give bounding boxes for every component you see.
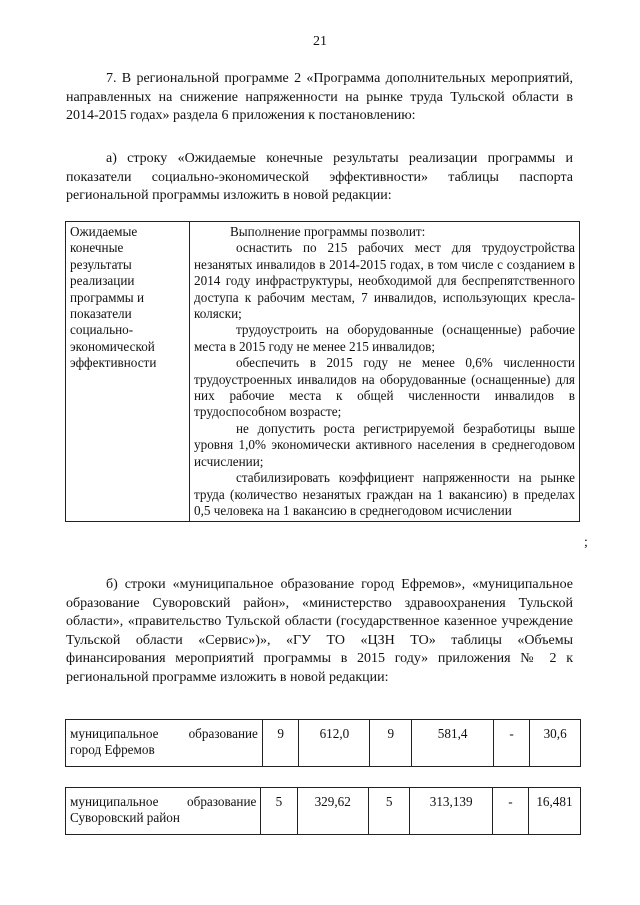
cell-value: 581,4 — [412, 720, 494, 767]
passport-table — [65, 221, 580, 522]
table-row — [66, 788, 581, 835]
cell-value: - — [493, 788, 529, 835]
passport-item: трудоустроить на оборудованные (оснащенные) рабочие места в 2015 году не менее 215 инвалидов; — [194, 322, 575, 354]
cell-value: 5 — [368, 788, 409, 835]
table-row — [66, 720, 581, 767]
paragraph-a: а) строку «Ожидаемые конечные результаты реализации программы и показатели социально-экономической эффективности» таблицы паспорта региональной программы изложить в новой редакции: — [66, 151, 573, 204]
cell-value: 9 — [262, 720, 298, 767]
page-number: 21 — [313, 34, 327, 49]
paragraph-7: 7. В региональной программе 2 «Программа дополнительных мероприятий, направленных на снижение напряженности на рынке труда Тульской области в 2014-2015 годах» раздела 6 приложения к постановлению: — [66, 71, 573, 124]
cell-value: 612,0 — [299, 720, 370, 767]
passport-intro: Выполнение программы позволит: — [230, 224, 426, 239]
cell-value: 16,481 — [528, 788, 580, 835]
cell-value: 5 — [261, 788, 297, 835]
passport-item: не допустить роста регистрируемой безработицы выше уровня 1,0% экономически активного населения в среднегодовом исчислении; — [194, 420, 575, 469]
passport-item: обеспечить в 2015 году не менее 0,6% численности трудоустроенных инвалидов на оборудованные (оснащенные) для них рабочие места к общей численности инвалидов в трудоспособном возрасте; — [194, 355, 575, 420]
cell-value: 313,139 — [410, 788, 493, 835]
finance-table-efremov — [65, 719, 581, 767]
table-row — [66, 222, 580, 522]
passport-item: стабилизировать коэффициент напряженности на рынке труда (количество незанятых граждан на 1 вакансию) в пределах 0,5 человека на 1 вакансию в среднегодовом исчислении — [194, 470, 575, 518]
paragraph-b: б) строки «муниципальное образование город Ефремов», «муниципальное образование Суворовский район», «министерство здравоохранения Тульской области», «правительство Тульской области (государственное казенное учреждение Тульской области «Сервис»)», «ГУ ТО «ЦЗН ТО» таблицы «Объемы финансирования мероприятий программы в 2015 году» приложения № 2 к региональной программе изложить в новой редакции: — [66, 577, 573, 685]
cell-value: 9 — [370, 720, 412, 767]
row-name: муниципальное образование Суворовский район — [66, 788, 261, 835]
passport-row-content — [190, 222, 580, 522]
trailing-semicolon: ; — [584, 535, 588, 550]
row-name: муниципальное образование город Ефремов — [66, 720, 263, 767]
passport-row-label: Ожидаемые конечные результаты реализации программы и показатели социально-экономической эффективности — [66, 222, 190, 522]
cell-value: - — [494, 720, 530, 767]
finance-table-suvorovsky — [65, 787, 581, 835]
passport-item: оснастить по 215 рабочих мест для трудоустройства незанятых инвалидов в 2014-2015 годах, в том числе с созданием в 2014 году инфраструктуры, необходимой для беспрепятственного доступа к рабочим местам, 7 инвалидов, использующих кресла-коляски; — [194, 240, 575, 322]
cell-value: 329,62 — [297, 788, 368, 835]
cell-value: 30,6 — [530, 720, 581, 767]
